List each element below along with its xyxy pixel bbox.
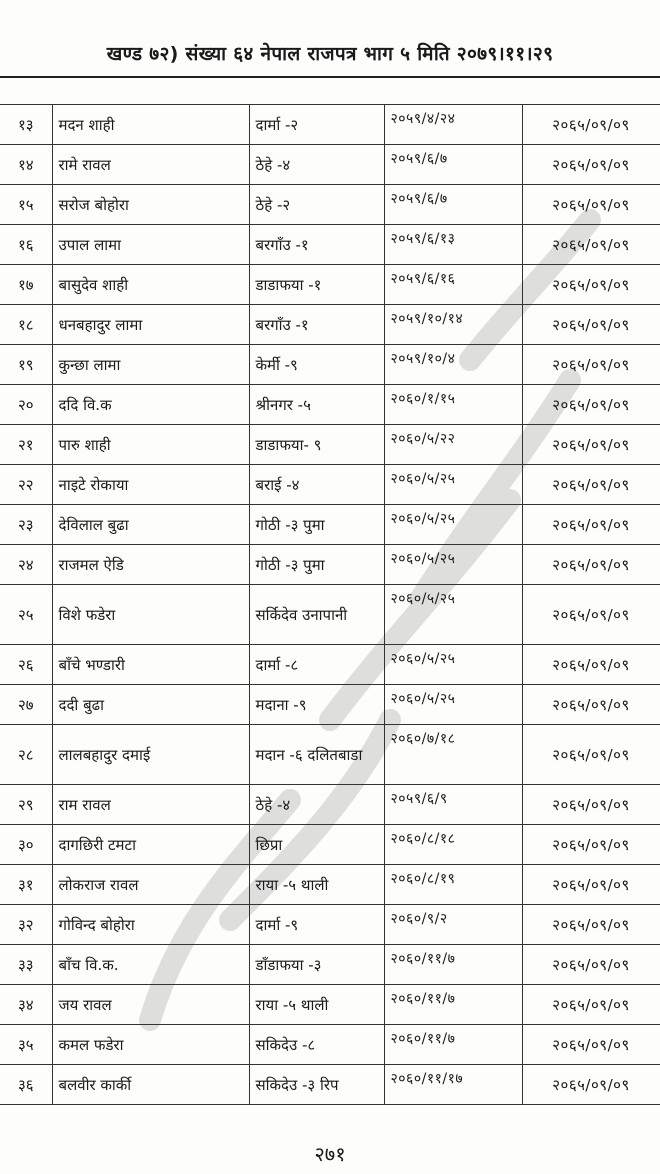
- date-cell: २०६५/०९/०९: [522, 985, 660, 1025]
- date-cell: २०६५/०९/०९: [522, 945, 660, 985]
- date-cell: २०६५/०९/०९: [522, 905, 660, 945]
- table-row: [0, 105, 660, 145]
- birth-date-cell: २०६०/५/२५: [384, 585, 522, 645]
- name-cell: बलवीर कार्की: [52, 1065, 249, 1105]
- name-cell: गोविन्द बोहोरा: [52, 905, 249, 945]
- date-cell: २०६५/०९/०९: [522, 785, 660, 825]
- birth-date-cell: २०६०/५/२५: [384, 465, 522, 505]
- date-cell: २०६५/०९/०९: [522, 225, 660, 265]
- address-cell: केर्मी -९: [249, 345, 384, 385]
- address-cell: डाडाफया -१: [249, 265, 384, 305]
- name-cell: देविलाल बुढा: [52, 505, 249, 545]
- date-cell: २०६५/०९/०९: [522, 725, 660, 785]
- birth-date-cell: २०६०/११/७: [384, 985, 522, 1025]
- serial-number-cell: २८: [0, 725, 52, 785]
- serial-number-cell: ३५: [0, 1025, 52, 1065]
- address-cell: बरगाँउ -१: [249, 225, 384, 265]
- date-cell: २०६५/०९/०९: [522, 465, 660, 505]
- serial-number-cell: २५: [0, 585, 52, 645]
- table-row: [0, 645, 660, 685]
- name-cell: दागछिरी टमटा: [52, 825, 249, 865]
- serial-number-cell: २७: [0, 685, 52, 725]
- name-cell: पारु शाही: [52, 425, 249, 465]
- table-row: [0, 865, 660, 905]
- name-cell: बाँच वि.क.: [52, 945, 249, 985]
- name-cell: धनबहादुर लामा: [52, 305, 249, 345]
- name-cell: लोकराज रावल: [52, 865, 249, 905]
- serial-number-cell: २३: [0, 505, 52, 545]
- table-row: [0, 785, 660, 825]
- birth-date-cell: २०६०/५/२२: [384, 425, 522, 465]
- address-cell: राया -५ थाली: [249, 865, 384, 905]
- serial-number-cell: २९: [0, 785, 52, 825]
- serial-number-cell: १८: [0, 305, 52, 345]
- address-cell: गोठी -३ पुमा: [249, 545, 384, 585]
- table-row: [0, 945, 660, 985]
- birth-date-cell: २०६०/८/१९: [384, 865, 522, 905]
- table-row: [0, 345, 660, 385]
- birth-date-cell: २०६०/११/७: [384, 1025, 522, 1065]
- birth-date-cell: २०५९/६/७: [384, 145, 522, 185]
- serial-number-cell: ३२: [0, 905, 52, 945]
- name-cell: कमल फडेरा: [52, 1025, 249, 1065]
- name-cell: रामे रावल: [52, 145, 249, 185]
- birth-date-cell: २०५९/१०/४: [384, 345, 522, 385]
- address-cell: राया -५ थाली: [249, 985, 384, 1025]
- serial-number-cell: २०: [0, 385, 52, 425]
- birth-date-cell: २०५९/६/१३: [384, 225, 522, 265]
- birth-date-cell: २०६०/९/२: [384, 905, 522, 945]
- birth-date-cell: २०६०/११/७: [384, 945, 522, 985]
- serial-number-cell: १४: [0, 145, 52, 185]
- date-cell: २०६५/०९/०९: [522, 545, 660, 585]
- birth-date-cell: २०५९/६/७: [384, 185, 522, 225]
- serial-number-cell: १३: [0, 105, 52, 145]
- address-cell: डाँडाफया -३: [249, 945, 384, 985]
- gazette-header-title: खण्ड ७२) संख्या ६४ नेपाल राजपत्र भाग ५ मिति २०७९।११।२९: [106, 43, 554, 65]
- birth-date-cell: २०६०/७/१८: [384, 725, 522, 785]
- name-cell: जय रावल: [52, 985, 249, 1025]
- table-row: [0, 305, 660, 345]
- name-cell: राम रावल: [52, 785, 249, 825]
- table-row: [0, 1025, 660, 1065]
- birth-date-cell: २०५९/६/९: [384, 785, 522, 825]
- page-header: [0, 0, 660, 80]
- birth-date-cell: २०६०/५/२५: [384, 545, 522, 585]
- date-cell: २०६५/०९/०९: [522, 825, 660, 865]
- serial-number-cell: ३३: [0, 945, 52, 985]
- table-row: [0, 385, 660, 425]
- records-table-container: [0, 104, 660, 1105]
- serial-number-cell: २४: [0, 545, 52, 585]
- date-cell: २०६५/०९/०९: [522, 505, 660, 545]
- birth-date-cell: २०६०/११/१७: [384, 1065, 522, 1105]
- name-cell: कुन्छा लामा: [52, 345, 249, 385]
- serial-number-cell: ३०: [0, 825, 52, 865]
- address-cell: गोठी -३ पुमा: [249, 505, 384, 545]
- date-cell: २०६५/०९/०९: [522, 865, 660, 905]
- serial-number-cell: १९: [0, 345, 52, 385]
- table-row: [0, 1065, 660, 1105]
- table-row: [0, 425, 660, 465]
- address-cell: दार्मा -८: [249, 645, 384, 685]
- name-cell: बाँचे भण्डारी: [52, 645, 249, 685]
- date-cell: २०६५/०९/०९: [522, 345, 660, 385]
- name-cell: विशे फडेरा: [52, 585, 249, 645]
- date-cell: २०६५/०९/०९: [522, 1065, 660, 1105]
- date-cell: २०६५/०९/०९: [522, 185, 660, 225]
- name-cell: ददि वि.क: [52, 385, 249, 425]
- birth-date-cell: २०६०/८/१८: [384, 825, 522, 865]
- date-cell: २०६५/०९/०९: [522, 385, 660, 425]
- address-cell: बराई -४: [249, 465, 384, 505]
- date-cell: २०६५/०९/०९: [522, 305, 660, 345]
- address-cell: सकिदेउ -३ रिप: [249, 1065, 384, 1105]
- table-row: [0, 225, 660, 265]
- address-cell: श्रीनगर -५: [249, 385, 384, 425]
- birth-date-cell: २०६०/५/२५: [384, 505, 522, 545]
- address-cell: मदाना -९: [249, 685, 384, 725]
- serial-number-cell: १७: [0, 265, 52, 305]
- address-cell: ठेहे -४: [249, 145, 384, 185]
- serial-number-cell: २६: [0, 645, 52, 685]
- serial-number-cell: ३१: [0, 865, 52, 905]
- serial-number-cell: १५: [0, 185, 52, 225]
- address-cell: बरगाँउ -१: [249, 305, 384, 345]
- name-cell: बासुदेव शाही: [52, 265, 249, 305]
- table-row: [0, 505, 660, 545]
- serial-number-cell: २२: [0, 465, 52, 505]
- table-row: [0, 265, 660, 305]
- name-cell: उपाल लामा: [52, 225, 249, 265]
- birth-date-cell: २०५९/१०/१४: [384, 305, 522, 345]
- date-cell: २०६५/०९/०९: [522, 105, 660, 145]
- birth-date-cell: २०६०/५/२५: [384, 685, 522, 725]
- address-cell: ठेहे -२: [249, 185, 384, 225]
- date-cell: २०६५/०९/०९: [522, 425, 660, 465]
- birth-date-cell: २०५९/६/१६: [384, 265, 522, 305]
- table-row: [0, 585, 660, 645]
- date-cell: २०६५/०९/०९: [522, 265, 660, 305]
- header-divider: [0, 76, 660, 78]
- table-row: [0, 545, 660, 585]
- address-cell: दार्मा -२: [249, 105, 384, 145]
- table-row: [0, 985, 660, 1025]
- table-row: [0, 685, 660, 725]
- page-number: २७१: [314, 1142, 346, 1166]
- address-cell: डाडाफया- ९: [249, 425, 384, 465]
- records-table-body: [0, 105, 660, 1105]
- date-cell: २०६५/०९/०९: [522, 1025, 660, 1065]
- table-row: [0, 825, 660, 865]
- serial-number-cell: ३४: [0, 985, 52, 1025]
- birth-date-cell: २०५९/४/२४: [384, 105, 522, 145]
- table-row: [0, 185, 660, 225]
- serial-number-cell: २१: [0, 425, 52, 465]
- birth-date-cell: २०६०/१/१५: [384, 385, 522, 425]
- birth-date-cell: २०६०/५/२५: [384, 645, 522, 685]
- date-cell: २०६५/०९/०९: [522, 145, 660, 185]
- address-cell: छिप्रा: [249, 825, 384, 865]
- address-cell: सर्किदेव उनापानी: [249, 585, 384, 645]
- table-row: [0, 725, 660, 785]
- name-cell: लालबहादुर दमाई: [52, 725, 249, 785]
- serial-number-cell: १६: [0, 225, 52, 265]
- table-row: [0, 145, 660, 185]
- records-table: [0, 104, 660, 1105]
- serial-number-cell: ३६: [0, 1065, 52, 1105]
- name-cell: मदन शाही: [52, 105, 249, 145]
- address-cell: दार्मा -९: [249, 905, 384, 945]
- address-cell: मदान -६ दलितबाडा: [249, 725, 384, 785]
- date-cell: २०६५/०९/०९: [522, 685, 660, 725]
- name-cell: नाइटे रोकाया: [52, 465, 249, 505]
- date-cell: २०६५/०९/०९: [522, 645, 660, 685]
- name-cell: सरोज बोहोरा: [52, 185, 249, 225]
- table-row: [0, 465, 660, 505]
- address-cell: ठेहे -४: [249, 785, 384, 825]
- date-cell: २०६५/०९/०९: [522, 585, 660, 645]
- address-cell: सकिदेउ -८: [249, 1025, 384, 1065]
- name-cell: राजमल ऐडि: [52, 545, 249, 585]
- name-cell: ददी बुढा: [52, 685, 249, 725]
- table-row: [0, 905, 660, 945]
